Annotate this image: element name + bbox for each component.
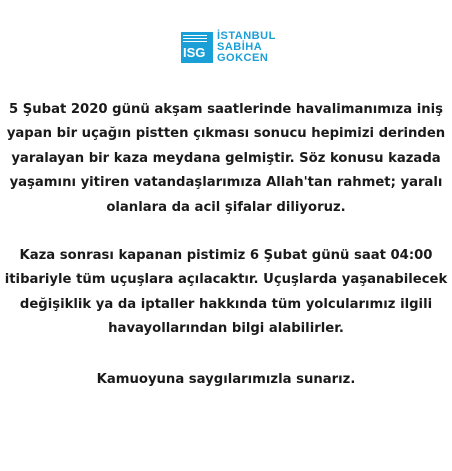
logo-wordmark-line: SABİHA: [217, 40, 263, 53]
logo-stripes-icon: [183, 35, 207, 42]
paragraph-line: yapan bir uçağın pistten çıkması sonucu hepimizi derinden: [6, 126, 446, 142]
istanbul-sabiha-gokcen-logo: [181, 27, 276, 67]
paragraph-line: olanlara da acil şifalar diliyoruz.: [106, 199, 346, 215]
paragraph-line: yaralayan bir kaza meydana gelmiştir. Söz konusu kazada: [11, 150, 441, 166]
paragraph-line: havayollarından bilgi alabilirler.: [108, 321, 344, 337]
paragraph-line: değişiklik ya da iptaller hakkında tüm yolcularımız ilgili: [19, 296, 433, 312]
paragraph-line: Kaza sonrası kapanan pistimiz 6 Şubat günü saat 04:00: [19, 247, 433, 263]
logo-wordmark-line: İSTANBUL: [217, 29, 276, 42]
logo-wordmark-line: GOKCEN: [217, 51, 269, 64]
announcement-paragraph: [0, 98, 452, 220]
paragraph-line: Kamuoyuna saygılarımızla sunarız.: [96, 371, 356, 387]
paragraph-line: 5 Şubat 2020 günü akşam saatlerinde havalimanımıza iniş: [8, 102, 443, 117]
paragraph-line: itibariyle tüm uçuşlara açılacaktır. Uçuşlarda yaşanabilecek: [4, 272, 448, 288]
announcement-body: [0, 98, 452, 392]
closing-statement: [0, 368, 452, 392]
paragraph-line: yaşamını yitiren vatandaşlarımıza Allah'tan rahmet; yaralı: [9, 175, 443, 191]
logo-wordmark: [217, 31, 276, 64]
announcement-paragraph: [0, 244, 452, 342]
isg-logo-mark: [181, 32, 213, 63]
logo-abbreviation: ISG: [183, 44, 206, 60]
